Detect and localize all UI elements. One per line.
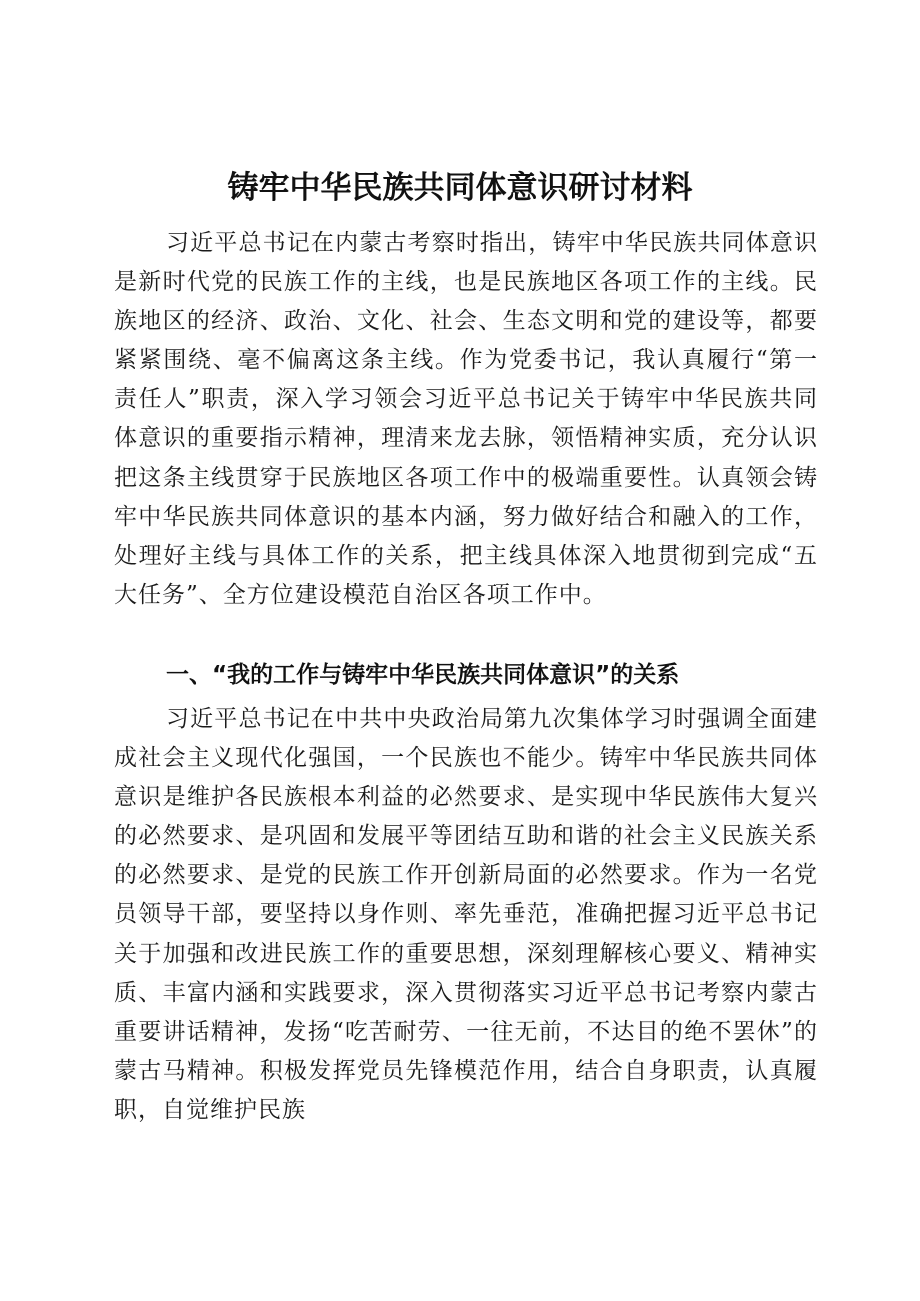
- document-title: 铸牢中华民族共同体意识研讨材料: [227, 170, 693, 206]
- section-heading-1: 一、“我的工作与铸牢中华民族共同体意识”的关系: [166, 662, 680, 688]
- intro-paragraph: 习近平总书记在内蒙古考察时指出，铸牢中华民族共同体意识是新时代党的民族工作的主线，也是民族地区各项工作的主线。民族地区的经济、政治、文化、社会、生态文明和党的建设等，都要紧紧围绕、毫不偏离这条主线。作为党委书记，我认真履行“第一责任人”职责，深入学习领会习近平总书记关于铸牢中华民族共同体意识的重要指示精神，理清来龙去脉，领悟精神实质，充分认识把这条主线贯穿于民族地区各项工作中的极端重要性。认真领会铸牢中华民族共同体意识的基本内涵，努力做好结合和融入的工作，处理好主线与具体工作的关系，把主线具体深入地贯彻到完成“五大任务”、全方位建设模范自治区各项工作中。: [114, 230, 818, 608]
- section-1-paragraph: 习近平总书记在中共中央政治局第九次集体学习时强调全面建成社会主义现代化强国，一个民族也不能少。铸牢中华民族共同体意识是维护各民族根本利益的必然要求、是实现中华民族伟大复兴的必然要求、是巩固和发展平等团结互助和谐的社会主义民族关系的必然要求、是党的民族工作开创新局面的必然要求。作为一名党员领导干部，要坚持以身作则、率先垂范，准确把握习近平总书记关于加强和改进民族工作的重要思想，深刻理解核心要义、精神实质、丰富内涵和实践要求，深入贯彻落实习近平总书记考察内蒙古重要讲话精神，发扬“吃苦耐劳、一往无前，不达目的绝不罢休”的蒙古马精神。积极发挥党员先锋模范作用，结合自身职责，认真履职，自觉维护民族: [114, 706, 818, 1123]
